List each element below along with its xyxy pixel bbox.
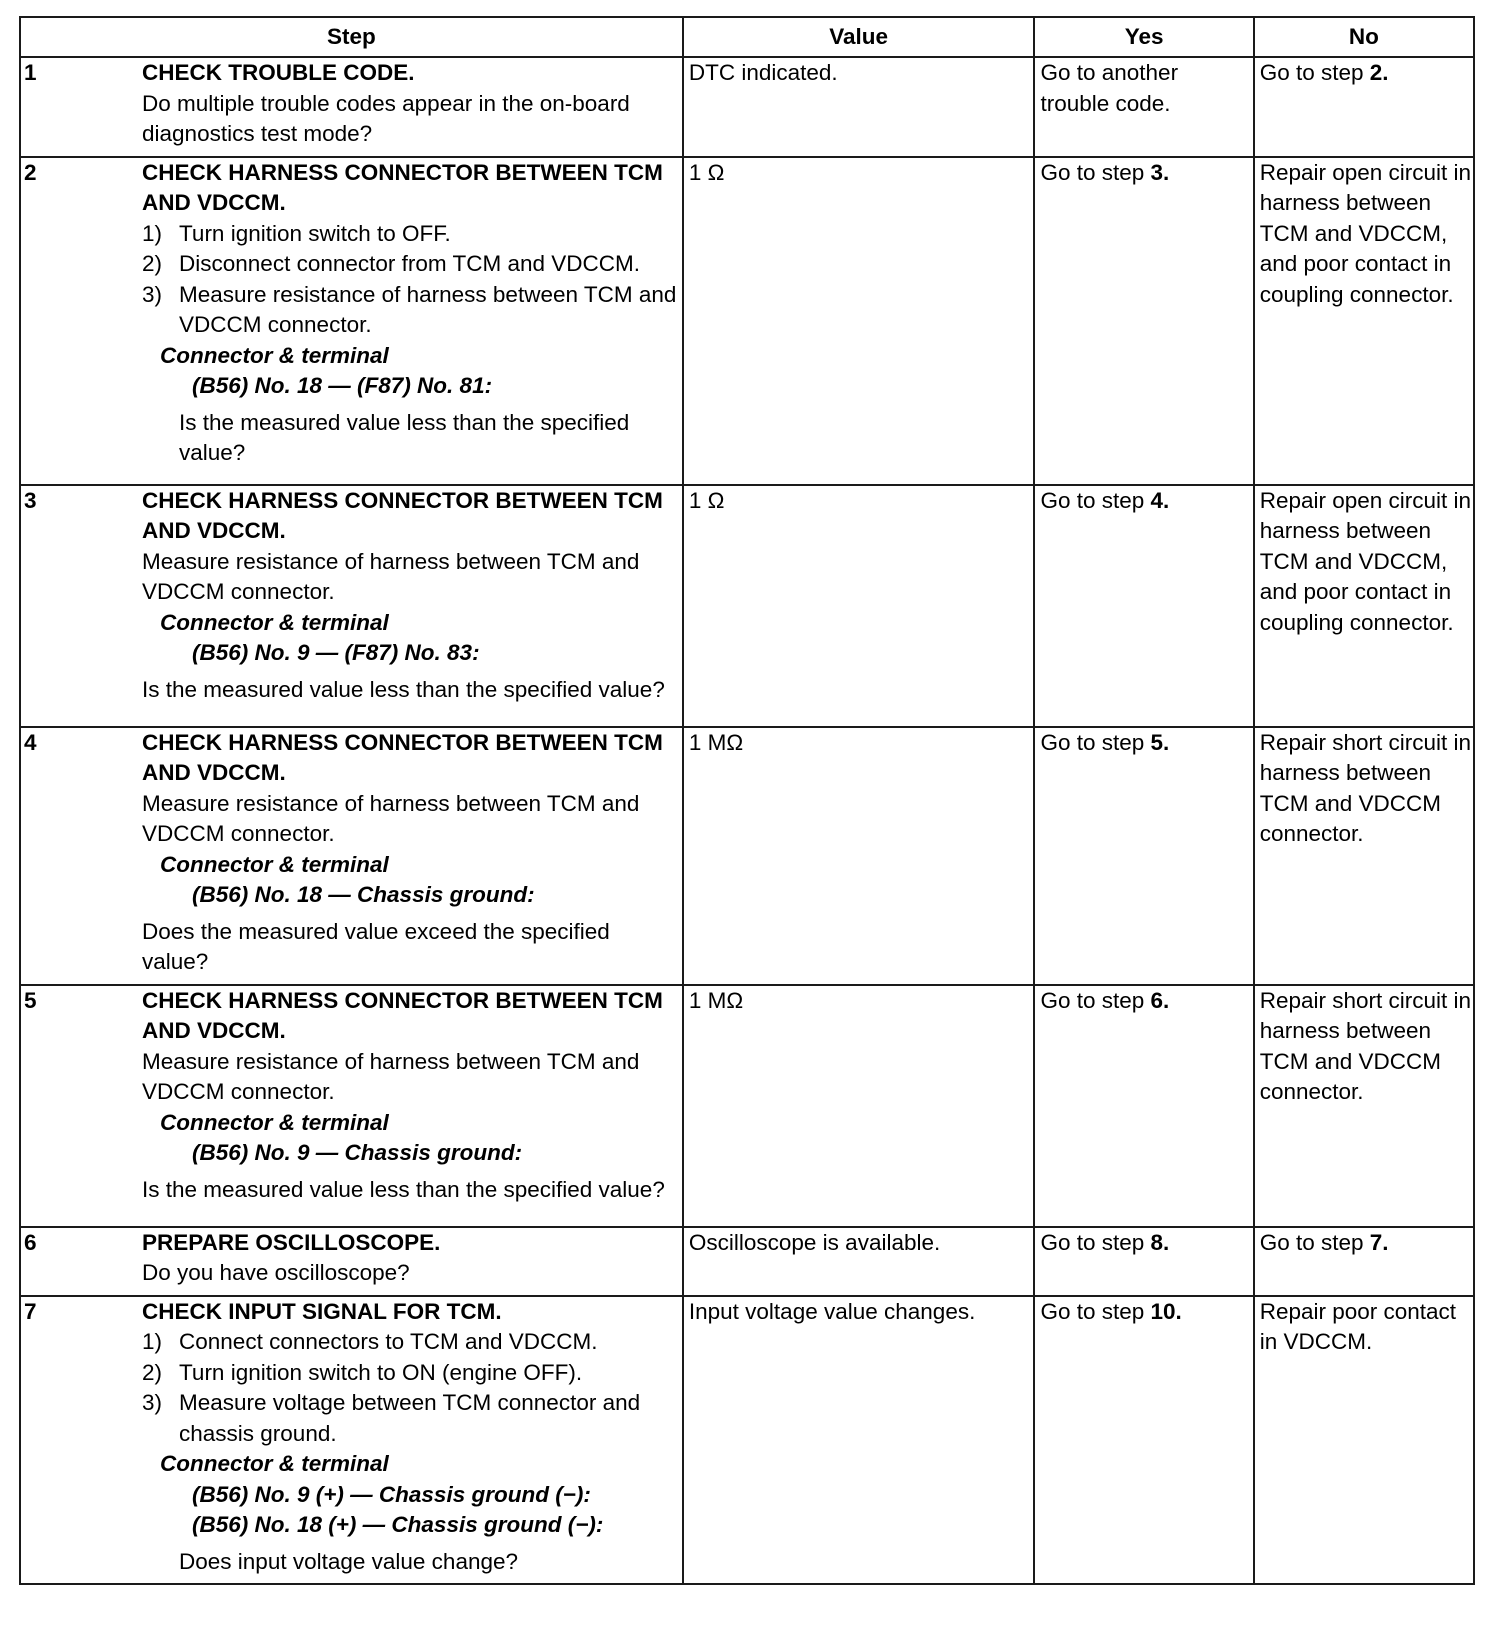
step-number: 5: [20, 985, 142, 1227]
step-content: [142, 1227, 683, 1296]
yes-prefix: Go to step: [1040, 1229, 1151, 1255]
substep-number: 2): [142, 1359, 163, 1385]
substep-text: Measure resistance of harness between TCM and VDCCM connector.: [179, 281, 677, 337]
step-content: [142, 485, 683, 727]
substep-text: Turn ignition switch to OFF.: [179, 220, 451, 246]
yes-cell: [1034, 1227, 1253, 1296]
step-title: CHECK INPUT SIGNAL FOR TCM.: [142, 1298, 502, 1324]
step-number: 4: [20, 727, 142, 985]
step-title: PREPARE OSCILLOSCOPE.: [142, 1229, 441, 1255]
value-cell: 1 Ω: [683, 157, 1035, 485]
no-cell: Repair poor contact in VDCCM.: [1254, 1296, 1474, 1585]
step-content: [142, 157, 683, 485]
terminal-spec: (B56) No. 18 — Chassis ground:: [192, 882, 535, 907]
step-text: Measure resistance of harness between TCM and VDCCM connector.: [142, 790, 640, 846]
substep-text: Connect connectors to TCM and VDCCM.: [179, 1329, 598, 1354]
value-cell: DTC indicated.: [683, 57, 1035, 157]
substep-number: 3): [142, 281, 163, 307]
yes-cell: [1034, 485, 1253, 727]
header-step: Step: [20, 17, 683, 57]
yes-prefix: Go to step: [1040, 487, 1151, 513]
table-row: [20, 985, 1474, 1227]
step-question: Do you have oscilloscope?: [142, 1260, 410, 1285]
step-question: Is the measured value less than the specified value?: [142, 1176, 665, 1202]
substep: [142, 219, 678, 250]
value-cell: 1 MΩ: [683, 985, 1035, 1227]
connector-label: Connector & terminal: [160, 342, 389, 368]
connector-label: Connector & terminal: [160, 1451, 389, 1476]
step-number: 3: [20, 485, 142, 727]
connector-label: Connector & terminal: [160, 851, 389, 877]
step-text: Measure resistance of harness between TCM and VDCCM connector.: [142, 548, 640, 604]
table-row: [20, 1227, 1474, 1296]
diagnostic-table: [19, 16, 1475, 1585]
step-text: Measure resistance of harness between TCM and VDCCM connector.: [142, 1048, 640, 1104]
step-title: CHECK HARNESS CONNECTOR BETWEEN TCM AND VDCCM.: [142, 987, 663, 1043]
header-row: [20, 17, 1474, 57]
substep-text: Disconnect connector from TCM and VDCCM.: [179, 251, 641, 276]
table-row: [20, 57, 1474, 157]
no-prefix: Go to step: [1259, 1229, 1370, 1255]
step-question: Does input voltage value change?: [179, 1548, 519, 1574]
substep: [142, 280, 678, 341]
substep-number: 3): [142, 1390, 163, 1415]
no-prefix: Go to step: [1259, 60, 1370, 85]
step-content: [142, 727, 683, 985]
step-question: Do multiple trouble codes appear in the on-board diagnostics test mode?: [142, 90, 630, 146]
no-step-ref: 2.: [1369, 60, 1389, 85]
yes-cell: [1034, 157, 1253, 485]
no-cell: [1254, 1227, 1474, 1296]
table-row: [20, 157, 1474, 485]
terminal-spec: (B56) No. 18 (+) — Chassis ground (−):: [192, 1512, 604, 1537]
terminal-spec: (B56) No. 18 — (F87) No. 81:: [192, 373, 493, 398]
yes-prefix: Go to step: [1040, 159, 1151, 185]
substep-number: 2): [142, 251, 163, 276]
step-number: 7: [20, 1296, 142, 1585]
yes-step-ref: 3.: [1150, 159, 1170, 185]
step-number: 1: [20, 57, 142, 157]
value-cell: 1 MΩ: [683, 727, 1035, 985]
substep: [142, 249, 678, 280]
substep-text: Measure voltage between TCM connector and chassis ground.: [179, 1390, 641, 1446]
value-cell: 1 Ω: [683, 485, 1035, 727]
value-cell: Oscilloscope is available.: [683, 1227, 1035, 1296]
terminal-spec: (B56) No. 9 (+) — Chassis ground (−):: [192, 1481, 591, 1507]
substep: [142, 1327, 678, 1358]
value-cell: Input voltage value changes.: [683, 1296, 1035, 1585]
table-row: [20, 1296, 1474, 1585]
terminal-spec: (B56) No. 9 — (F87) No. 83:: [192, 640, 480, 665]
step-content: [142, 1296, 683, 1585]
yes-step-ref: 6.: [1150, 987, 1170, 1013]
substep-number: 1): [142, 1329, 163, 1354]
yes-step-ref: 10.: [1150, 1298, 1182, 1324]
no-cell: Repair open circuit in harness between TCM and VDCCM, and poor contact in coupling connector.: [1254, 157, 1474, 485]
yes-step-ref: 5.: [1150, 729, 1170, 755]
substep-list: [142, 219, 678, 341]
yes-cell: [1034, 1296, 1253, 1585]
step-number: 2: [20, 157, 142, 485]
terminal-spec: (B56) No. 9 — Chassis ground:: [192, 1140, 523, 1165]
step-content: [142, 57, 683, 157]
yes-cell: Go to another trouble code.: [1034, 57, 1253, 157]
no-cell: [1254, 57, 1474, 157]
substep: [142, 1388, 678, 1449]
substep-text: Turn ignition switch to ON (engine OFF).: [179, 1359, 583, 1385]
step-question: Is the measured value less than the specified value?: [142, 676, 665, 702]
step-content: [142, 985, 683, 1227]
yes-cell: [1034, 727, 1253, 985]
no-cell: Repair short circuit in harness between TCM and VDCCM connector.: [1254, 985, 1474, 1227]
table-row: [20, 485, 1474, 727]
connector-label: Connector & terminal: [160, 609, 389, 635]
substep: [142, 1358, 678, 1389]
connector-label: Connector & terminal: [160, 1109, 389, 1135]
substep-number: 1): [142, 220, 163, 246]
substep-list: [142, 1327, 678, 1449]
table-row: [20, 727, 1474, 985]
yes-step-ref: 8.: [1150, 1229, 1170, 1255]
yes-prefix: Go to step: [1040, 987, 1151, 1013]
no-cell: Repair open circuit in harness between TCM and VDCCM, and poor contact in coupling connector.: [1254, 485, 1474, 727]
yes-prefix: Go to step: [1040, 729, 1151, 755]
header-yes: Yes: [1034, 17, 1253, 57]
yes-prefix: Go to step: [1040, 1298, 1151, 1324]
header-no: No: [1254, 17, 1474, 57]
step-title: CHECK HARNESS CONNECTOR BETWEEN TCM AND VDCCM.: [142, 487, 663, 543]
step-title: CHECK HARNESS CONNECTOR BETWEEN TCM AND VDCCM.: [142, 159, 663, 215]
header-value: Value: [683, 17, 1035, 57]
step-question: Is the measured value less than the specified value?: [179, 409, 630, 465]
no-cell: Repair short circuit in harness between TCM and VDCCM connector.: [1254, 727, 1474, 985]
step-title: CHECK HARNESS CONNECTOR BETWEEN TCM AND VDCCM.: [142, 729, 663, 785]
step-number: 6: [20, 1227, 142, 1296]
step-title: CHECK TROUBLE CODE.: [142, 60, 415, 85]
yes-step-ref: 4.: [1150, 487, 1170, 513]
step-question: Does the measured value exceed the specified value?: [142, 918, 610, 974]
yes-cell: [1034, 985, 1253, 1227]
no-step-ref: 7.: [1369, 1229, 1389, 1255]
